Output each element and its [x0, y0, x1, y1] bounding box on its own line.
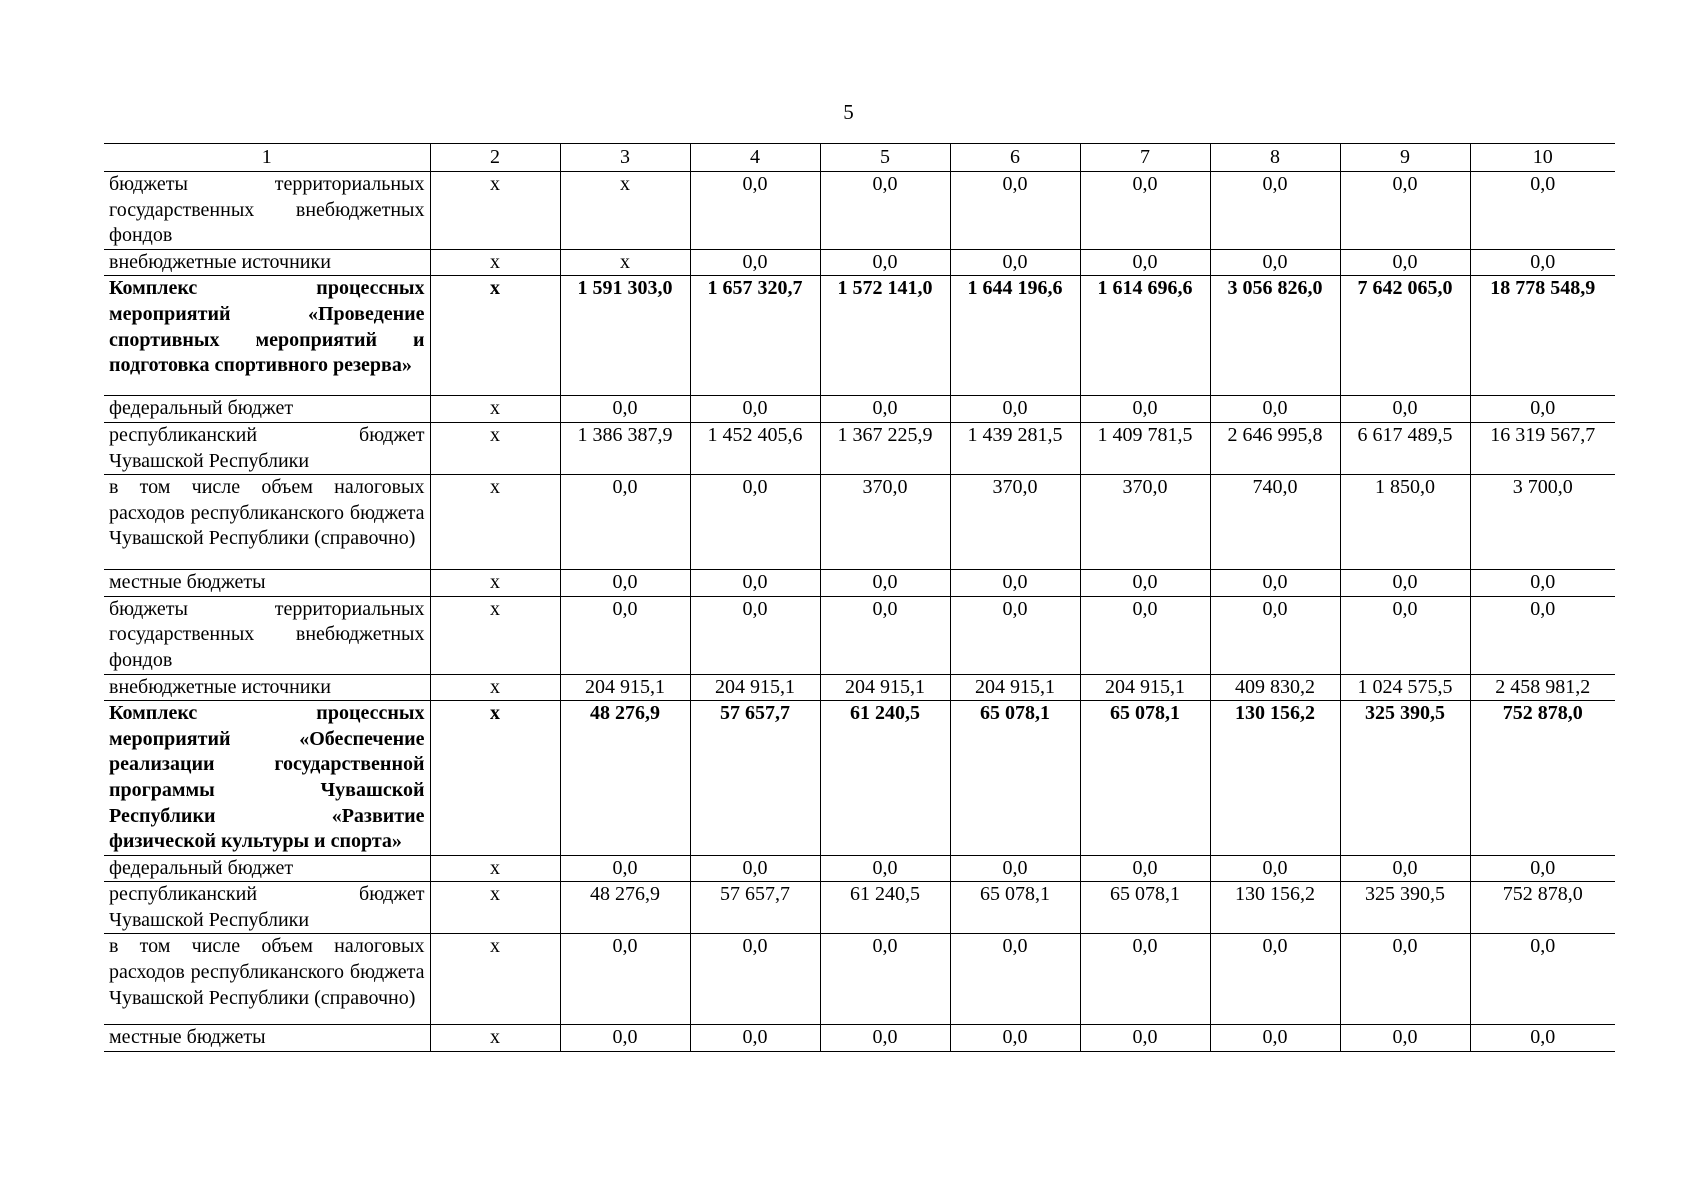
value-cell: 0,0: [1210, 172, 1340, 250]
code-cell: х: [430, 882, 560, 934]
value-cell: 0,0: [1210, 934, 1340, 1025]
value-cell: 1 850,0: [1340, 475, 1470, 570]
value-cell: 0,0: [1470, 396, 1615, 423]
value-cell: 0,0: [820, 570, 950, 597]
value-cell: 0,0: [690, 396, 820, 423]
row-label-cell: республиканский бюджет Чувашской Республики: [104, 882, 430, 934]
header-cell: 9: [1340, 144, 1470, 172]
value-cell: 65 078,1: [1080, 882, 1210, 934]
table-row: [104, 570, 1615, 597]
value-cell: 130 156,2: [1210, 701, 1340, 856]
value-cell: 0,0: [560, 1025, 690, 1052]
value-cell: 0,0: [690, 570, 820, 597]
value-cell: 0,0: [820, 855, 950, 882]
table-row: [104, 674, 1615, 701]
value-cell: 1 367 225,9: [820, 422, 950, 474]
value-cell: 0,0: [1080, 855, 1210, 882]
code-cell: х: [430, 172, 560, 250]
table-row: [104, 882, 1615, 934]
value-cell: 0,0: [1080, 1025, 1210, 1052]
row-label-cell: в том числе объем налоговых расходов республиканского бюджета Чувашской Республики (справочно): [104, 934, 430, 1025]
value-cell: 0,0: [1080, 934, 1210, 1025]
code-cell: х: [430, 1025, 560, 1052]
value-cell: 0,0: [1470, 1025, 1615, 1052]
code-cell: х: [430, 422, 560, 474]
value-cell: 0,0: [820, 396, 950, 423]
value-cell: 0,0: [1340, 396, 1470, 423]
value-cell: 6 617 489,5: [1340, 422, 1470, 474]
value-cell: 370,0: [1080, 475, 1210, 570]
header-cell: 2: [430, 144, 560, 172]
row-label-cell: бюджеты территориальных государственных внебюджетных фондов: [104, 172, 430, 250]
value-cell: 204 915,1: [560, 674, 690, 701]
table-row-section: [104, 701, 1615, 856]
value-cell: 204 915,1: [820, 674, 950, 701]
code-cell: х: [430, 475, 560, 570]
value-cell: 0,0: [1470, 249, 1615, 276]
header-cell: 4: [690, 144, 820, 172]
table-row: [104, 596, 1615, 674]
value-cell: 0,0: [1210, 249, 1340, 276]
value-cell: 0,0: [950, 934, 1080, 1025]
table-row: [104, 249, 1615, 276]
header-cell: 6: [950, 144, 1080, 172]
table-row-section: [104, 276, 1615, 396]
value-cell: 7 642 065,0: [1340, 276, 1470, 396]
value-cell: 752 878,0: [1470, 701, 1615, 856]
value-cell: 0,0: [1470, 934, 1615, 1025]
value-cell: 0,0: [690, 475, 820, 570]
value-cell: 740,0: [1210, 475, 1340, 570]
value-cell: 0,0: [560, 475, 690, 570]
table-row: [104, 1025, 1615, 1052]
value-cell: 0,0: [1080, 570, 1210, 597]
value-cell: 0,0: [820, 596, 950, 674]
value-cell: 0,0: [1470, 570, 1615, 597]
value-cell: 0,0: [1080, 172, 1210, 250]
value-cell: 0,0: [1340, 934, 1470, 1025]
code-cell: х: [430, 396, 560, 423]
value-cell: 0,0: [690, 1025, 820, 1052]
code-cell: х: [430, 249, 560, 276]
table-row: [104, 172, 1615, 250]
row-label-cell: Комплекс процессных мероприятий «Обеспечение реализации государственной программы Чувашской Республики «Развитие физической культуры и спорта»: [104, 701, 430, 856]
value-cell: 0,0: [950, 596, 1080, 674]
value-cell: 1 024 575,5: [1340, 674, 1470, 701]
value-cell: 0,0: [1470, 855, 1615, 882]
value-cell: 204 915,1: [690, 674, 820, 701]
table-body: [104, 172, 1615, 1052]
value-cell: 0,0: [560, 855, 690, 882]
value-cell: 61 240,5: [820, 701, 950, 856]
code-cell: х: [430, 855, 560, 882]
table-row: [104, 855, 1615, 882]
value-cell: 61 240,5: [820, 882, 950, 934]
value-cell: 204 915,1: [950, 674, 1080, 701]
value-cell: 2 646 995,8: [1210, 422, 1340, 474]
code-cell: х: [430, 674, 560, 701]
value-cell: 0,0: [820, 172, 950, 250]
value-cell: 370,0: [820, 475, 950, 570]
value-cell: 1 386 387,9: [560, 422, 690, 474]
value-cell: 0,0: [690, 249, 820, 276]
value-cell: 1 409 781,5: [1080, 422, 1210, 474]
value-cell: х: [560, 249, 690, 276]
value-cell: 0,0: [690, 934, 820, 1025]
header-cell: 10: [1470, 144, 1615, 172]
header-cell: 1: [104, 144, 430, 172]
value-cell: х: [560, 172, 690, 250]
page-number: 5: [843, 100, 854, 124]
value-cell: 48 276,9: [560, 882, 690, 934]
value-cell: 0,0: [690, 855, 820, 882]
value-cell: 1 657 320,7: [690, 276, 820, 396]
value-cell: 0,0: [1210, 1025, 1340, 1052]
row-label-cell: местные бюджеты: [104, 1025, 430, 1052]
value-cell: 752 878,0: [1470, 882, 1615, 934]
row-label-cell: внебюджетные источники: [104, 249, 430, 276]
table-row: [104, 422, 1615, 474]
value-cell: 57 657,7: [690, 882, 820, 934]
value-cell: 0,0: [560, 570, 690, 597]
row-label-cell: бюджеты территориальных государственных внебюджетных фондов: [104, 596, 430, 674]
value-cell: 409 830,2: [1210, 674, 1340, 701]
value-cell: 0,0: [560, 596, 690, 674]
value-cell: 0,0: [1340, 570, 1470, 597]
value-cell: 0,0: [1210, 855, 1340, 882]
code-cell: х: [430, 570, 560, 597]
value-cell: 0,0: [1210, 570, 1340, 597]
row-label-cell: внебюджетные источники: [104, 674, 430, 701]
value-cell: 0,0: [1080, 249, 1210, 276]
value-cell: 0,0: [950, 172, 1080, 250]
value-cell: 0,0: [1210, 596, 1340, 674]
value-cell: 1 572 141,0: [820, 276, 950, 396]
row-label-cell: Комплекс процессных мероприятий «Проведение спортивных мероприятий и подготовка спортивного резерва»: [104, 276, 430, 396]
value-cell: 0,0: [950, 396, 1080, 423]
row-label-cell: федеральный бюджет: [104, 396, 430, 423]
table-row: [104, 475, 1615, 570]
value-cell: 48 276,9: [560, 701, 690, 856]
value-cell: 65 078,1: [950, 701, 1080, 856]
value-cell: 325 390,5: [1340, 701, 1470, 856]
value-cell: 65 078,1: [1080, 701, 1210, 856]
value-cell: 16 319 567,7: [1470, 422, 1615, 474]
value-cell: 18 778 548,9: [1470, 276, 1615, 396]
value-cell: 0,0: [950, 249, 1080, 276]
value-cell: 130 156,2: [1210, 882, 1340, 934]
value-cell: 0,0: [1470, 596, 1615, 674]
value-cell: 1 644 196,6: [950, 276, 1080, 396]
value-cell: 0,0: [820, 934, 950, 1025]
value-cell: 0,0: [690, 596, 820, 674]
header-cell: 8: [1210, 144, 1340, 172]
code-cell: х: [430, 276, 560, 396]
code-cell: х: [430, 934, 560, 1025]
table-header-row: [104, 144, 1615, 172]
value-cell: 0,0: [560, 396, 690, 423]
value-cell: 0,0: [690, 172, 820, 250]
value-cell: 1 439 281,5: [950, 422, 1080, 474]
value-cell: 0,0: [1340, 172, 1470, 250]
value-cell: 0,0: [560, 934, 690, 1025]
row-label-cell: федеральный бюджет: [104, 855, 430, 882]
table-row: [104, 396, 1615, 423]
value-cell: 3 700,0: [1470, 475, 1615, 570]
value-cell: 0,0: [1470, 172, 1615, 250]
value-cell: 0,0: [1340, 249, 1470, 276]
value-cell: 0,0: [820, 1025, 950, 1052]
row-label-cell: республиканский бюджет Чувашской Республики: [104, 422, 430, 474]
value-cell: 0,0: [950, 855, 1080, 882]
header-cell: 7: [1080, 144, 1210, 172]
code-cell: х: [430, 596, 560, 674]
value-cell: 325 390,5: [1340, 882, 1470, 934]
value-cell: 0,0: [820, 249, 950, 276]
value-cell: 0,0: [1080, 596, 1210, 674]
value-cell: 0,0: [950, 570, 1080, 597]
value-cell: 57 657,7: [690, 701, 820, 856]
row-label-cell: местные бюджеты: [104, 570, 430, 597]
value-cell: 0,0: [1210, 396, 1340, 423]
code-cell: х: [430, 701, 560, 856]
value-cell: 0,0: [1340, 1025, 1470, 1052]
value-cell: 0,0: [950, 1025, 1080, 1052]
row-label-cell: в том числе объем налоговых расходов республиканского бюджета Чувашской Республики (справочно): [104, 475, 430, 570]
value-cell: 0,0: [1340, 855, 1470, 882]
value-cell: 0,0: [1080, 396, 1210, 423]
value-cell: 204 915,1: [1080, 674, 1210, 701]
value-cell: 1 452 405,6: [690, 422, 820, 474]
value-cell: 3 056 826,0: [1210, 276, 1340, 396]
header-cell: 5: [820, 144, 950, 172]
value-cell: 370,0: [950, 475, 1080, 570]
value-cell: 0,0: [1340, 596, 1470, 674]
value-cell: 2 458 981,2: [1470, 674, 1615, 701]
value-cell: 1 591 303,0: [560, 276, 690, 396]
budget-table: [104, 143, 1615, 1052]
table-row: [104, 934, 1615, 1025]
value-cell: 65 078,1: [950, 882, 1080, 934]
value-cell: 1 614 696,6: [1080, 276, 1210, 396]
header-cell: 3: [560, 144, 690, 172]
